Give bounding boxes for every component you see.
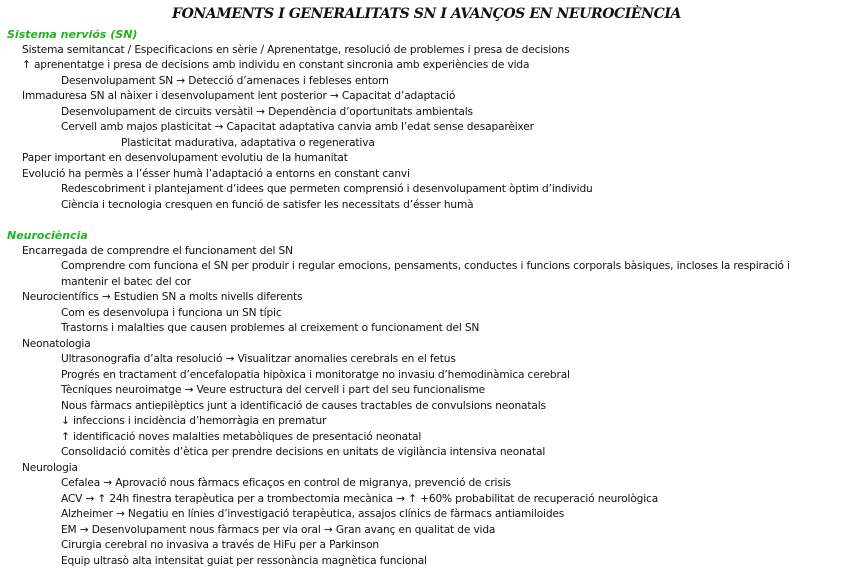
list-item (7, 43, 840, 59)
list-item-text: EM → Desenvolupament nous fàrmacs per via oral → Gran avanç en qualitat de vida (61, 523, 496, 536)
list-item (7, 136, 840, 152)
list-item (7, 290, 840, 306)
list-item (7, 89, 840, 105)
list-item-text: Desenvolupament de circuits versàtil → Dependència d’oportunitats ambientals (61, 105, 473, 118)
list-item-text: ↑ aprenentatge i presa de decisions amb individu en constant sincronia amb experiències de vida (22, 59, 530, 71)
bullet-icon (0, 74, 3, 90)
list-item-text: Plasticitat madurativa, adaptativa o regenerativa (121, 136, 375, 149)
list-item-text: Paper important en desenvolupament evolutiu de la humanitat (22, 152, 348, 164)
list-item-text: Encarregada de comprendre el funcionament del SN (22, 244, 293, 257)
list-item (7, 306, 840, 322)
bullet-icon (0, 306, 3, 322)
list-item-text: Alzheimer → Negatiu en línies d’investigació terapèutica, assajos clínics de fàrmacs antiamiloides (61, 508, 565, 520)
list-item-text: Desenvolupament SN → Detecció d’amenaces i febleses entorn (61, 74, 389, 87)
bullet-icon (0, 538, 3, 554)
list-item-text: Progrés en tractament d’encefalopatia hipòxica i monitoratge no invasiu d’hemodinàmica cerebral (61, 368, 570, 381)
bullet-icon (0, 554, 3, 570)
list-item (7, 120, 840, 136)
list-item (7, 368, 840, 384)
bullet-icon (0, 414, 3, 430)
list-item-text: Equip ultrasò alta intensitat guiat per ressonància magnètica funcional (61, 554, 427, 567)
bullet-icon (0, 290, 3, 306)
list-item (7, 58, 840, 74)
list-item-text: Sistema semitancat / Especificacions en sèrie / Aprenentatge, resolució de problemes i presa de decisions (22, 43, 570, 56)
list-item-text: ACV → ↑ 24h finestra terapèutica per a trombectomia mecànica → ↑ +60% probabilitat de recuperació neurològica (61, 492, 659, 505)
bullet-icon (0, 476, 3, 492)
bullet-icon (0, 321, 3, 337)
list-item (7, 352, 840, 368)
list-item (7, 259, 813, 290)
bullet-icon (0, 43, 3, 59)
list-item (7, 523, 840, 539)
bullet-icon (0, 259, 3, 275)
list-item (7, 337, 840, 353)
section-spacer (7, 213, 840, 228)
list-item-text: Cervell amb majos plasticitat → Capacitat adaptativa canvia amb l’edat sense desaparèixer (61, 121, 534, 133)
list-item (7, 461, 840, 477)
list-item-text: Evolució ha permès a l’ésser humà l’adaptació a entorns en constant canvi (22, 167, 410, 180)
list-item-text: Cefalea → Aprovació nous fàrmacs eficaços en control de migranya, prevenció de crisis (61, 477, 511, 489)
bullet-icon (0, 461, 3, 477)
bullet-icon (0, 182, 3, 198)
list-item (7, 198, 840, 214)
list-item (7, 399, 840, 415)
list-item (7, 105, 840, 121)
list-item-text: Redescobriment i plantejament d’idees que permeten comprensió i desenvolupament òptim d’individu (61, 183, 593, 195)
list-item-text: Tècniques neuroimatge → Veure estructura del cervell i part del seu funcionalisme (61, 384, 486, 396)
list-item (7, 74, 840, 90)
list-item (7, 538, 840, 554)
bullet-icon (0, 507, 3, 523)
bullet-icon (0, 399, 3, 415)
list-item (7, 414, 840, 430)
list-item (7, 554, 840, 570)
list-item-text: Comprendre com funciona el SN per produir i regular emocions, pensaments, conductes i funcions corporals bàsiques, incloses la respiració i mantenir el batec del cor (61, 260, 790, 288)
bullet-icon (0, 368, 3, 384)
bullet-icon (0, 136, 3, 152)
bullet-icon (0, 167, 3, 183)
bullet-icon (0, 198, 3, 214)
bullet-list (7, 244, 840, 570)
bullet-icon (0, 120, 3, 136)
list-item-text: Ciència i tecnologia cresquen en funció de satisfer les necessitats d’ésser humà (61, 198, 474, 211)
bullet-icon (0, 151, 3, 167)
bullet-icon (0, 58, 3, 74)
list-item-text: ↑ identificació noves malalties metabòliques de presentació neonatal (61, 430, 422, 443)
list-item (7, 182, 840, 198)
list-item-text: Neurocientífics → Estudien SN a molts nivells diferents (22, 291, 303, 303)
list-item-text: Ultrasonografia d’alta resolució → Visualitzar anomalies cerebrals en el fetus (61, 353, 456, 365)
bullet-icon (0, 430, 3, 446)
list-item-text: Neonatologia (22, 337, 91, 350)
list-item (7, 476, 840, 492)
list-item (7, 244, 840, 260)
list-item-text: ↓ infeccions i incidència d’hemorràgia en prematur (61, 415, 327, 427)
bullet-icon (0, 445, 3, 461)
bullet-icon (0, 244, 3, 260)
list-item-text: Neurologia (22, 461, 78, 474)
section-heading: Neurociència (7, 229, 88, 242)
list-item (7, 151, 840, 167)
list-item-text: Cirurgia cerebral no invasiva a través de HiFu per a Parkinson (61, 539, 379, 551)
bullet-icon (0, 523, 3, 539)
bullet-icon (0, 352, 3, 368)
list-item-text: Consolidació comitès d’ètica per prendre decisions en unitats de vigilància intensiva neonatal (61, 446, 546, 458)
list-item (7, 167, 840, 183)
bullet-icon (0, 383, 3, 399)
list-item (7, 383, 840, 399)
section-heading: Sistema nerviós (SN) (7, 28, 138, 41)
list-item (7, 321, 840, 337)
bullet-icon (0, 89, 3, 105)
list-item-text: Nous fàrmacs antiepilèptics junt a identificació de causes tractables de convulsions neonatals (61, 399, 546, 412)
bullet-icon (0, 337, 3, 353)
bullet-icon (0, 492, 3, 508)
list-item (7, 507, 840, 523)
list-item-text: Immaduresa SN al nàixer i desenvolupament lent posterior → Capacitat d’adaptació (22, 90, 456, 102)
list-item (7, 492, 840, 508)
list-item (7, 445, 840, 461)
document-body (7, 27, 840, 569)
list-item (7, 430, 840, 446)
bullet-list (7, 43, 840, 214)
list-item-text: Trastorns i malalties que causen problemes al creixement o funcionament del SN (61, 322, 480, 334)
document-title: FONAMENTS I GENERALITATS SN I AVANÇOS EN NEUROCIÈNCIA (172, 6, 681, 22)
bullet-icon (0, 105, 3, 121)
list-item-text: Com es desenvolupa i funciona un SN típic (61, 306, 282, 319)
